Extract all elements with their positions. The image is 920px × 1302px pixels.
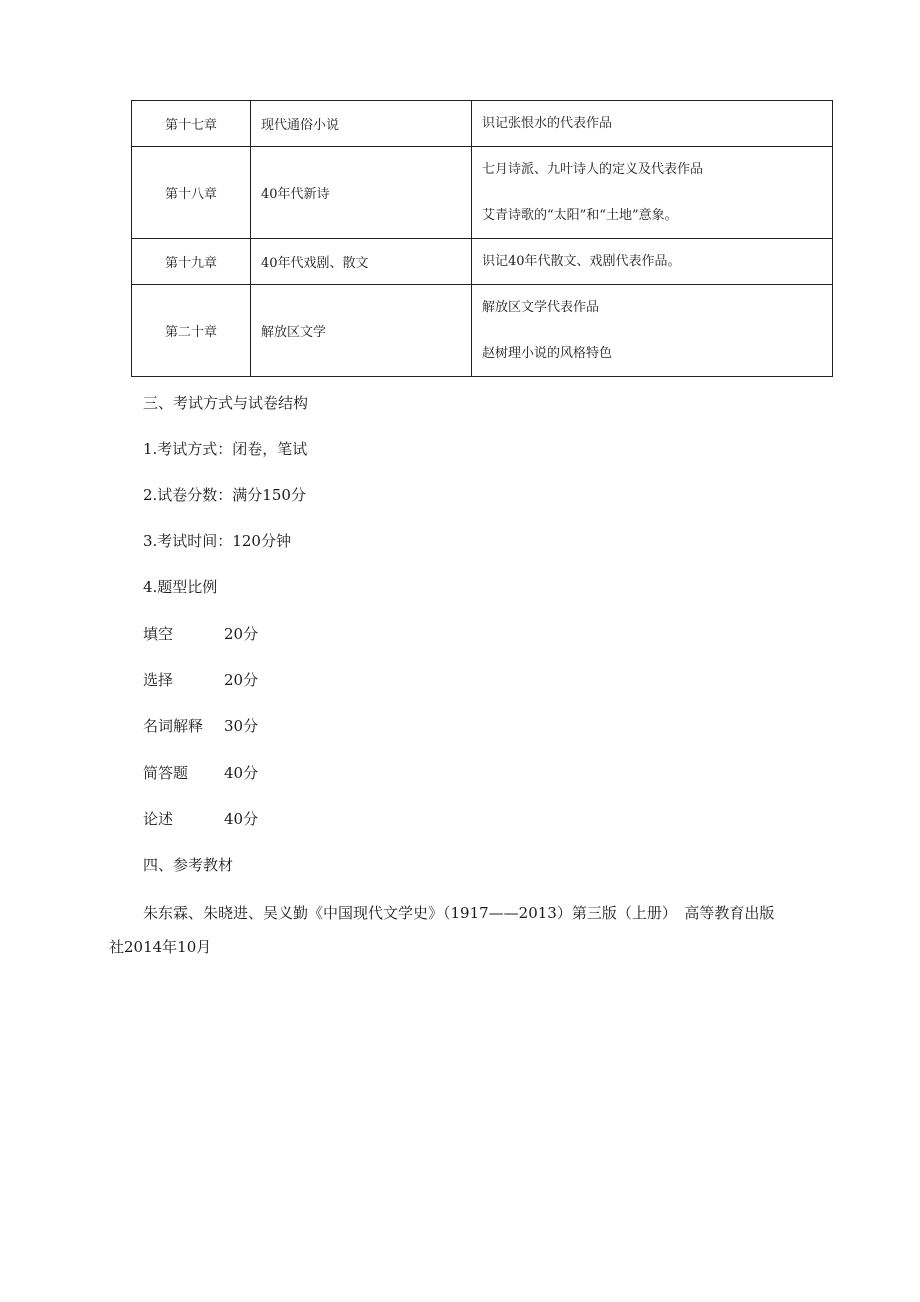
chapter-cell: 第十七章: [132, 101, 251, 147]
ratio-row: [143, 809, 258, 829]
reference-line: 社2014年10月: [109, 938, 212, 956]
question-type: 填空: [143, 625, 174, 643]
chapter-cell: 第十九章: [132, 239, 251, 285]
question-points: 40分: [224, 810, 259, 828]
table-row: [132, 239, 833, 285]
question-type: 选择: [143, 671, 174, 689]
table-row: [132, 285, 833, 377]
ratio-row: [143, 716, 258, 736]
chapter-cell: 第二十章: [132, 285, 251, 377]
exam-method: 1.考试方式：闭卷，笔试: [143, 440, 308, 458]
requirement-line: 识记张恨水的代表作品: [482, 115, 613, 131]
reference-line: 朱东霖、朱晓进、吴义勤《中国现代文学史》（1917——2013）第三版（上册） 高等教育出版: [143, 904, 775, 922]
exam-score: 2.试卷分数：满分150分: [143, 486, 306, 504]
exam-heading: 三、考试方式与试卷结构: [143, 394, 309, 412]
topic-cell: 现代通俗小说: [251, 101, 472, 147]
question-points: 20分: [224, 625, 259, 643]
reference-text: [109, 903, 829, 957]
syllabus-table: [131, 100, 833, 377]
question-type: 名词解释: [143, 717, 204, 735]
chapter-cell: 第十八章: [132, 147, 251, 239]
requirements-cell: [472, 147, 833, 239]
question-points: 30分: [224, 717, 259, 735]
question-type: 论述: [143, 810, 174, 828]
ratio-row: [143, 763, 258, 783]
question-type: 简答题: [143, 764, 189, 782]
requirement-line: 赵树理小说的风格特色: [482, 345, 613, 361]
ratio-row: [143, 624, 258, 644]
reference-heading: 四、参考教材: [143, 856, 234, 874]
requirement-line: 艾青诗歌的“太阳”和“土地”意象。: [482, 207, 678, 223]
topic-cell: 40年代新诗: [251, 147, 472, 239]
requirements-cell: [472, 239, 833, 285]
requirement-line: 解放区文学代表作品: [482, 299, 600, 315]
ratio-heading: 4.题型比例: [143, 578, 218, 596]
ratio-row: [143, 670, 258, 690]
topic-cell: 40年代戏剧、散文: [251, 239, 472, 285]
requirements-cell: [472, 101, 833, 147]
question-points: 40分: [224, 764, 259, 782]
question-points: 20分: [224, 671, 259, 689]
requirements-cell: [472, 285, 833, 377]
topic-cell: 解放区文学: [251, 285, 472, 377]
requirement-line: 识记40年代散文、戏剧代表作品。: [482, 253, 681, 269]
exam-time: 3.考试时间：120分钟: [143, 532, 291, 550]
table-row: [132, 147, 833, 239]
requirement-line: 七月诗派、九叶诗人的定义及代表作品: [482, 161, 704, 177]
table-row: [132, 101, 833, 147]
